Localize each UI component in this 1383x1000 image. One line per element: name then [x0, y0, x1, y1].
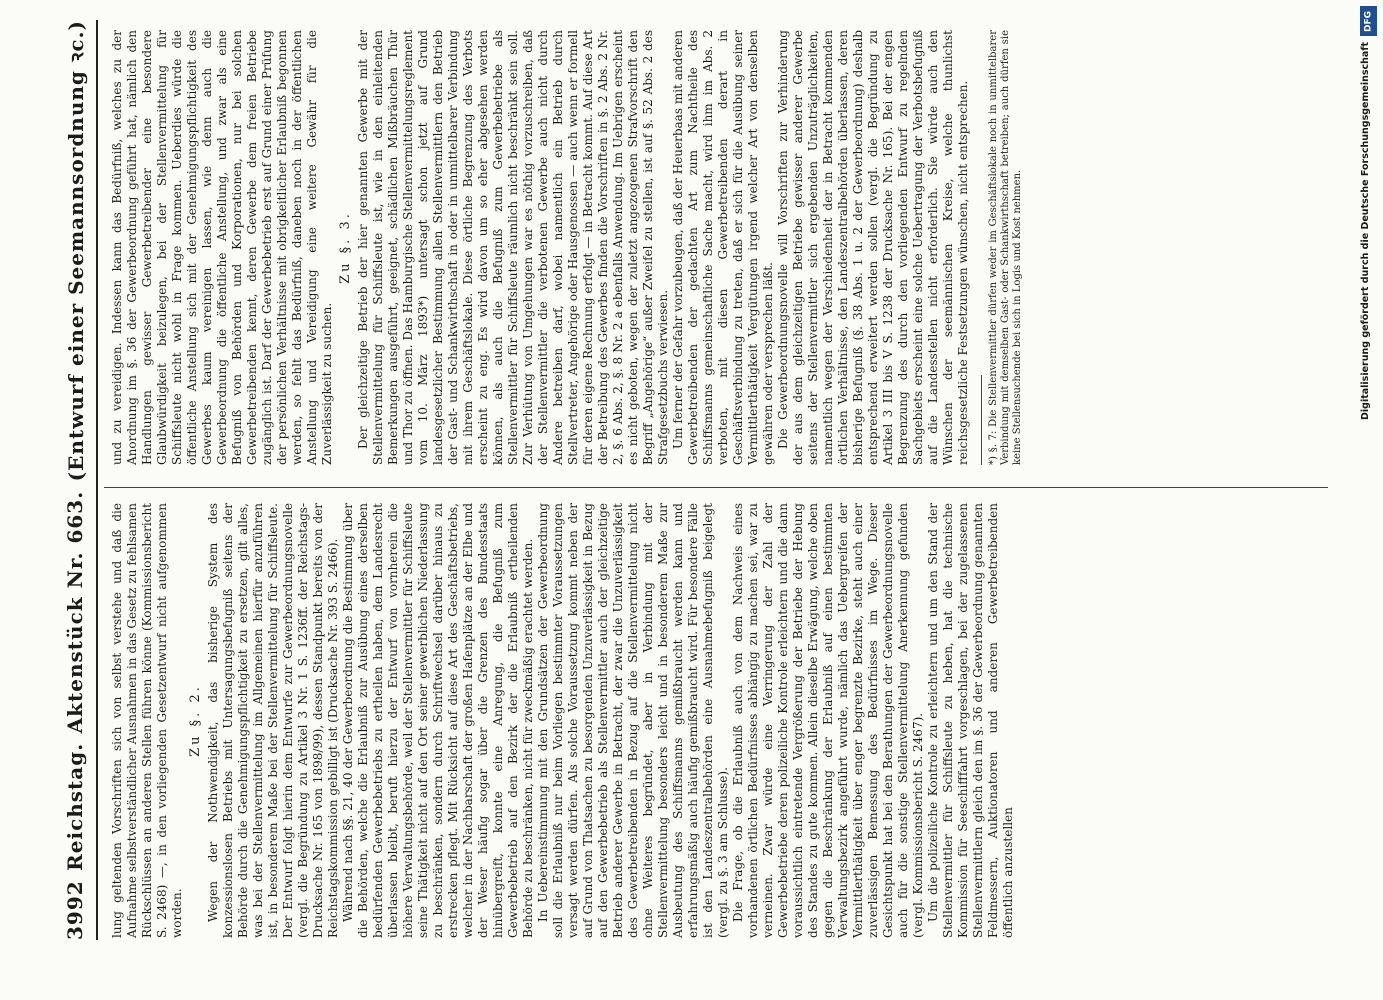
page-number: 3992 — [63, 880, 87, 940]
page-header — [58, 20, 92, 940]
left-paragraph-4: In Uebereinstimmung mit den Grundsätzen der Gewerbeordnung soll die Erlaubniß nur beim Vorliegen bestimmter Voraussetzungen versagt werden dürfen. Als solche Voraussetzung kommt neben der auf Grund von Thatsachen zu besorgenden Unzuverlässigkeit in Bezug auf den Gewerbebetrieb als Stellenvermittler auch der gleichzeitige Betrieb anderer Gewerbe in Betracht, der zwar die Unzuverlässigkeit des Gewerbetreibenden in Bezug auf die Stellenvermittelung nicht ohne Weiteres begründet, aber in Verbindung mit der Stellenvermittelung besonders leicht und in besonderem Maße zur Ausbeutung des Schiffsmanns gemißbraucht werden kann und erfahrungsmäßig auch häufig gemißbraucht wird. Für besondere Fälle ist den Landeszentralbehörden eine Ausnahmebefugniß beigelegt (vergl. zu §. 3 am Schlusse). — [536, 503, 730, 938]
left-paragraph-3: Während nach §§. 21, 40 der Gewerbeordnung die Bestimmung über die Behörden, welche die Erlaubniß zur Ausübung eines derselben bedürfenden Gewerbebetriebs zu ertheilen haben, dem Landesrecht überlassen bleibt, beruft hierzu der Entwurf von vornherein die höhere Verwaltungsbehörde, weil der Stellenvermittler für Schiffsleute seine Thätigkeit nicht auf den Ort seiner gewerblichen Niederlassung zu beschränken, sondern durch Schriftwechsel darüber hinaus zu erstrecken pflegt. Mit Rücksicht auf diese Art des Geschäftsbetriebs, welcher in der Nachbarschaft der großen Hafenplätze an der Elbe und der Weser häufig sogar über die Grenzen des Bundesstaats hinübergreift, konnte eine Anregung, die Befugniß zum Gewerbebetrieb auf den Bezirk der die Erlaubniß ertheilenden Behörde zu beschränken, nicht für zweckmäßig erachtet werden. — [341, 503, 535, 938]
header-entwurf: (Entwurf einer Seemannsordnung ꝛc.) — [63, 20, 88, 482]
left-paragraph-1: lung geltenden Vorschriften sich von selbst verstehe und daß die Aufnahme selbstverständlicher Ausnahmen in das Gesetz zu fehlsamen Rückschlüssen an anderen Stellen führen könne (Kommissionsbericht S. 2468) —, in den vorliegenden Gesetzentwurf nicht aufgenommen worden. — [110, 503, 184, 938]
header-rule — [96, 20, 98, 940]
rotated-page-content — [50, 0, 1340, 960]
credit-text: Digitalisierung gefördert durch die Deutsche Forschungsgemeinschaft — [1360, 42, 1371, 420]
left-paragraph-6: Um die polizeiliche Kontrole zu erleichtern und um den Stand der Stellenvermittler für Schiffsleute zu heben, hat die technische Kommission für Seeschifffahrt vorgeschlagen, bei der zugelassenen Stellenvermittlern gleich den im §. 36 der Gewerbeordnung genannten Feldmessern, Auktionatoren und anderen Gewerbetreibenden öffentlich anzustellen — [926, 503, 1015, 938]
left-column — [110, 503, 1016, 938]
footnote-rule — [981, 375, 982, 465]
header-aktenstueck: Aktenstück Nr. 663. — [63, 490, 87, 734]
left-paragraph-2: Wegen der Nothwendigkeit, das bisherige System des konzessionslosen Betriebs mit Untersagungsbefugniß seitens der Behörde durch die Genehmigungspflichtigkeit zu ersetzen, gilt alles, was bei der Stellenvermittelung im Allgemeinen hierfür anzuführen ist, in besonderem Maße bei der Stellenvermittelung für Schiffsleute. Der Entwurf folgt hierin dem Entwurfe zur Gewerbeordnungsnovelle (vergl. die Begründung zu Artikel 3 Nr. 1 S. 1236ff. der Reichstags-Drucksache Nr. 165 von 1898/99), dessen Standpunkt bereits von der Reichstagskommission gebilligt ist (Drucksache Nr. 393 S. 2466). — [206, 503, 340, 938]
footnote: *) §. 7: Die Stellenvermittler dürfen weder im Geschäftslokale noch in unmittelbarer Verbindung mit demselben Gast- oder Schankwirthschaft betreiben; auch dürfen sie keine Stellensuchende bei sich in Logis und Kost nehmen. — [988, 30, 1023, 465]
digitization-credit — [1359, 2, 1379, 992]
dfg-logo: DFG — [1360, 6, 1377, 36]
left-paragraph-5: Die Frage, ob die Erlaubniß auch von dem Nachweis eines vorhandenen örtlichen Bedürfnisses abhängig zu machen sei, war zu verneinen. Zwar würde eine Verringerung der Zahl der Gewerbebetriebe deren polizeiliche Kontrole erleichtern und die dann voraussichtlich eintretende Vergrößerung der Betriebe der Hebung des Standes zu gute kommen. Allein dieselbe Erwägung, welche oben gegen die Beschränkung der Erlaubniß auf einen bestimmten Verwaltungsbezirk angeführt wurde, nämlich das Uebergreifen der Vermittlerthätigkeit über enger begrenzte Bezirke, steht auch einer zuverlässigen Bemessung des Bedürfnisses im Wege. Dieser Gesichtspunkt hat bei den Berathungen der Gewerbeordnungsnovelle auch für die sonstige Stellenvermittelung Anerkennung gefunden (vergl. Kommissionsbericht S. 2467). — [731, 503, 925, 938]
right-paragraph-3: Um ferner der Gefahr vorzubeugen, daß der Heuerbaas mit anderen Gewerbetreibenden der gedachten Art zum Nachtheile des Schiffsmanns gemeinschaftliche Sache macht, wird ihm im Abs. 2 verboten, mit diesen Gewerbetreibenden derart in Geschäftsverbindung zu treten, daß er sich für die Ausübung seiner Vermittlerthätigkeit Vergütungen irgend welcher Art von denselben gewähren oder versprechen läßt. — [671, 30, 775, 465]
header-reichstag: Reichstag. — [63, 742, 87, 871]
section-heading-2: Zu §. 2. — [188, 684, 203, 757]
right-paragraph-1: und zu vereidigen. Indessen kann das Bedürfniß, welches zu der Anordnung im §. 36 der Gewerbeordnung geführt hat, nämlich den Handlungen gewisser Gewerbetreibender eine besondere Glaubwürdigkeit beizulegen, bei der Stellenvermittelung für Schiffsleute nicht wohl in Frage kommen. Ueberdies würde die öffentliche Anstellung sich mit der Genehmigungspflichtigkeit des Gewerbes kaum vereinigen lassen, wie denn auch die Gewerbeordnung die öffentliche Anstellung, und zwar als eine Befugniß von Behörden und Korporationen, nur bei solchen Gewerbetreibenden kennt, deren Gewerbe dem freien Betriebe zugänglich ist. Darf der Gewerbebetrieb erst auf Grund einer Prüfung der persönlichen Verhältnisse mit obrigkeitlicher Erlaubniß begonnen werden, so fehlt das Bedürfniß, daneben noch in der öffentlichen Anstellung und Vereidigung eine weitere Gewähr für die Zuverlässigkeit zu suchen. — [110, 30, 334, 465]
right-paragraph-2: Der gleichzeitige Betrieb der hier genannten Gewerbe mit der Stellenvermittelung für Schiffsleute ist, wie in den einleitenden Bemerkungen ausgeführt, geeignet, schädlichen Mißbräuchen Thür und Thor zu öffnen. Das Hamburgische Stellenvermittelungsreglement vom 10. März 1893*) untersagt schon jetzt auf Grund landesgesetzlicher Bestimmung allen Stellenvermittlern den Betrieb der Gast- und Schankwirthschaft in oder in unmittelbarer Verbindung mit ihrem Geschäftslokale. Diese örtliche Begrenzung des Verbots erscheint zu eng. Es wird davon um so eher abgesehen werden können, als auch die Befugniß zum Gewerbebetriebe als Stellenvermittler für Schiffsleute räumlich nicht beschränkt sein soll. Zur Verhütung von Umgehungen war es nöthig vorzuschreiben, daß der Stellenvermittler die verbotenen Gewerbe auch nicht durch Andere betreiben darf, wobei namentlich ein Betrieb durch Stellvertreter, Angehörige oder Hausgenossen — auch wenn er formell für deren eigene Rechnung erfolgt — in Betracht kommt. Auf diese Art der Betreibung des Gewerbes finden die Vorschriften in §. 2 Abs. 2 Nr. 2, §. 6 Abs. 2, §. 8 Nr. 2 a ebenfalls Anwendung. Im Uebrigen erscheint es nicht geboten, wegen der zuletzt angezogenen Strafvorschrift den Begriff „Angehörige“ außer Zweifel zu stellen, ist auf §. 52 Abs. 2 des Strafgesetzbuchs verwiesen. — [356, 30, 670, 465]
right-paragraph-4: Die Gewerbeordnungsnovelle will Vorschriften zur Verhinderung der aus dem gleichzeitigen Betriebe gewisser anderer Gewerbe seitens der Stellenvermittler sich ergebenden Unzuträglichkeiten, namentlich wegen der Verschiedenheit der in Betracht kommenden örtlichen Verhältnisse, den Landeszentralbehörden überlassen, deren bisherige Befugniß (§. 38 Abs. 1 u. 2 der Gewerbeordnung) deshalb entsprechend erweitert werden sollen (vergl. die Begründung zu Artikel 3 III bis V S. 1238 der Drucksache Nr. 165). Bei der engen Begrenzung des durch den vorliegenden Entwurf zu regelnden Sachgebiets erscheint eine solche Uebertragung der Verbotsbefugniß auf die Landesstellen nicht erforderlich. Sie würde auch den Wünschen der seemännischen Kreise, welche thunlichst reichsgesetzliche Festsetzungen wünschen, nicht entsprechen. — [776, 30, 970, 465]
right-column — [110, 30, 1024, 465]
section-heading-3: Zu §. 3. — [338, 211, 353, 284]
column-divider — [104, 487, 1328, 488]
